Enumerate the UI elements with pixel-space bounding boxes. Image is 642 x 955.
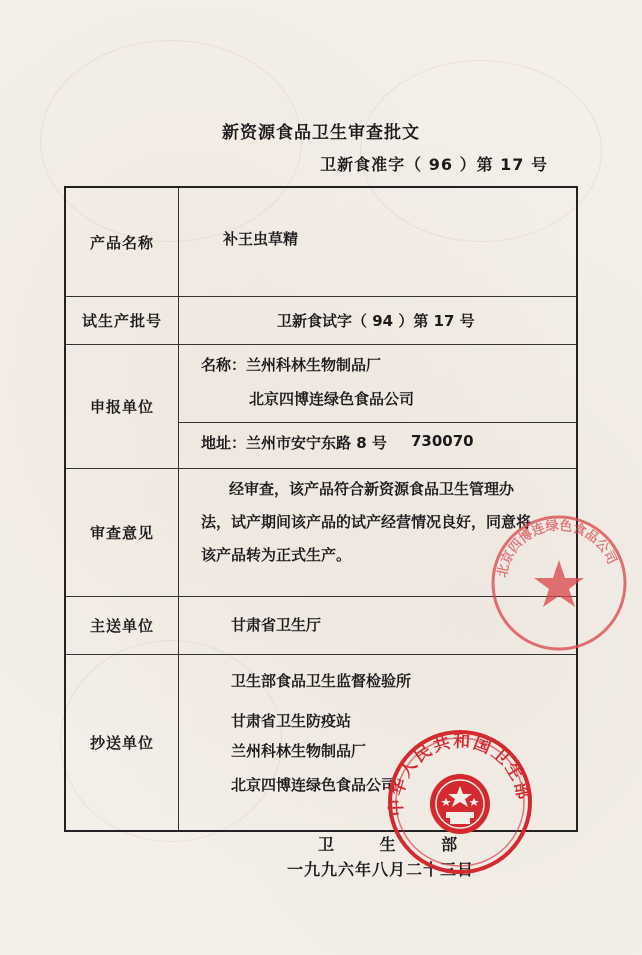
applicant-divider (179, 422, 576, 423)
label-applicant: 申报单位 (66, 344, 179, 468)
issuer-name: 卫 生 部 (318, 835, 478, 854)
cell-product-name (179, 188, 576, 296)
applicant-postcode: 730070 (411, 432, 474, 450)
row-trial-batch (66, 296, 576, 345)
cell-applicant (179, 344, 576, 468)
applicant-address: 地址：兰州市安宁东路 8 号 (201, 434, 387, 452)
cc-item: 兰州科林生物制品厂 (231, 742, 367, 760)
document-number: 卫新食准字（ 96 ）第 17 号 (320, 155, 548, 174)
issue-date: 一九九六年八月二十三日 (287, 860, 475, 879)
cc-item: 北京四博连绿色食品公司 (231, 776, 397, 794)
ministry-seal (386, 728, 534, 876)
review-line2: 法，试产期间该产品的试产经营情况良好，同意将 (201, 513, 532, 531)
cc-item: 甘肃省卫生防疫站 (231, 712, 352, 730)
row-product-name (66, 188, 576, 297)
product-name-value: 补王虫草精 (223, 230, 299, 248)
label-trial-batch: 试生产批号 (66, 296, 179, 344)
applicant-name-line1: 名称：兰州科林生物制品厂 (201, 356, 382, 374)
label-cc: 抄送单位 (66, 654, 179, 830)
cell-trial-batch (179, 296, 576, 344)
document-title: 新资源食品卫生审查批文 (222, 123, 420, 143)
label-review: 审查意见 (66, 468, 179, 596)
main-recipient-value: 甘肃省卫生厅 (231, 616, 322, 634)
cc-item: 卫生部食品卫生监督检验所 (231, 672, 412, 690)
trial-batch-value: 卫新食试字（ 94 ）第 17 号 (277, 312, 475, 330)
row-applicant (66, 344, 576, 469)
label-product-name: 产品名称 (66, 188, 179, 296)
label-main-recipient: 主送单位 (66, 596, 179, 654)
review-line1: 经审查，该产品符合新资源食品卫生管理办 (229, 480, 515, 498)
review-line3: 该产品转为正式生产。 (201, 546, 352, 564)
company-seal (484, 508, 634, 658)
applicant-name-line2: 北京四博连绿色食品公司 (249, 390, 415, 408)
ministry-seal-text: 中华人民共和国卫生部 (386, 731, 534, 817)
company-seal-text: 北京四博连绿色食品公司 (495, 518, 620, 579)
